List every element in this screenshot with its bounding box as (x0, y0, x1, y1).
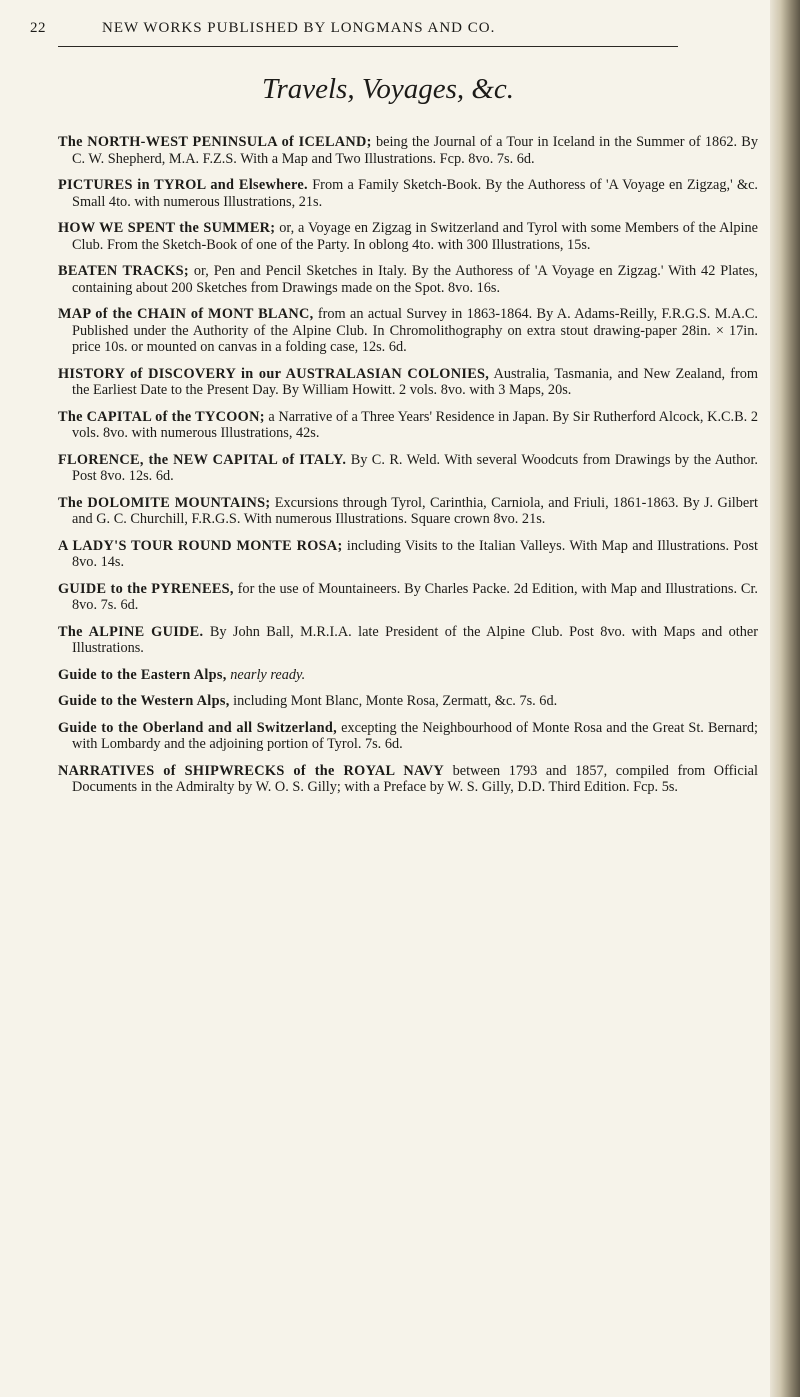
list-item (58, 177, 758, 210)
entry-body: Excursions through Tyrol, Carinthia, Carniola, and Friuli, 1861-1863. By J. Gilbert and G. C. Churchill, F.R.G.S. With numerous Illustrations. Square crown 8vo. 21s. (72, 494, 759, 527)
entry-title: HISTORY of DISCOVERY in our AUSTRALASIAN COLONIES, (58, 365, 490, 382)
entry-title: The ALPINE GUIDE. (58, 623, 204, 640)
list-item (58, 624, 758, 657)
section-title: Travels, Voyages, &c. (261, 73, 515, 105)
entry-title: Guide to the Western Alps, (58, 693, 230, 709)
list-item (58, 306, 758, 356)
list-item (58, 134, 758, 167)
entry-body: From a Family Sketch-Book. By the Authoress of 'A Voyage en Zigzag,' &c. Small 4to. with numerous Illustrations, 21s. (72, 177, 759, 210)
entry-title: BEATEN TRACKS; (58, 263, 189, 279)
entry-title: The CAPITAL of the TYCOON; (58, 408, 265, 425)
list-item (58, 452, 758, 485)
list-item (58, 667, 758, 684)
entry-title: MAP of the CHAIN of MONT BLANC, (58, 306, 314, 322)
entry-body: or, a Voyage en Zigzag in Switzerland and Tyrol with some Members of the Alpine Club. From the Sketch-Book of one of the Party. In oblong 4to. with 300 Illustrations, 15s. (72, 220, 758, 253)
running-title: NEW WORKS PUBLISHED BY LONGMANS AND CO. (102, 20, 496, 36)
header-rule (58, 46, 678, 47)
entry-title: GUIDE to the PYRENEES, (58, 580, 234, 597)
list-item (58, 263, 758, 296)
entry-body: including Visits to the Italian Valleys. With Map and Illustrations. Post 8vo. 14s. (72, 537, 758, 570)
entry-title: A LADY'S TOUR ROUND MONTE ROSA; (58, 537, 343, 554)
list-item (58, 220, 758, 253)
entry-body: being the Journal of a Tour in Iceland in the Summer of 1862. By C. W. Shepherd, M.A. F.Z.S. With a Map and Two Illustrations. Fcp. 8vo. 7s. 6d. (72, 134, 758, 167)
entry-title: Guide to the Oberland and all Switzerland, (58, 719, 338, 736)
entry-body: a Narrative of a Three Years' Residence in Japan. By Sir Rutherford Alcock, K.C.B. 2 vols. 8vo. with numerous Illustrations, 42s. (72, 408, 758, 441)
page-number: 22 (30, 20, 46, 36)
list-item (58, 495, 758, 528)
entry-title: NARRATIVES of SHIPWRECKS of the ROYAL NAVY (58, 762, 445, 779)
entry-title: HOW WE SPENT the SUMMER; (58, 220, 276, 236)
entry-body: between 1793 and 1857, compiled from Official Documents in the Admiralty by W. O. S. Gilly; with a Preface by W. S. Gilly, D.D. Third Edition. Fcp. 5s. (72, 762, 758, 795)
entry-body: By C. R. Weld. With several Woodcuts from Drawings by the Author. Post 8vo. 12s. 6d. (72, 451, 758, 484)
entry-body: Australia, Tasmania, and New Zealand, from the Earliest Date to the Present Day. By William Howitt. 2 vols. 8vo. with 3 Maps, 20s. (72, 365, 758, 398)
entry-title: Guide to the Eastern Alps, (58, 666, 227, 683)
entry-body: By John Ball, M.R.I.A. late President of the Alpine Club. Post 8vo. with Maps and other Illustrations. (72, 623, 759, 656)
entry-body: excepting the Neighbourhood of Monte Rosa and the Great St. Bernard; with Lombardy and the adjoining portion of Tyrol. 7s. 6d. (72, 719, 758, 752)
entry-body: nearly ready. (230, 666, 306, 683)
book-gutter-edge (770, 0, 800, 1397)
list-item (58, 581, 758, 614)
book-page (30, 20, 759, 806)
running-header (30, 20, 758, 44)
list-item (58, 538, 758, 571)
list-item (58, 366, 758, 399)
entry-body: including Mont Blanc, Monte Rosa, Zermatt, &c. 7s. 6d. (233, 693, 558, 709)
list-item (58, 720, 758, 753)
entry-list (58, 134, 758, 796)
entry-body: for the use of Mountaineers. By Charles Packe. 2d Edition, with Map and Illustrations. Cr. 8vo. 7s. 6d. (72, 580, 758, 613)
entry-body: from an actual Survey in 1863-1864. By A. Adams-Reilly, F.R.G.S. M.A.C. Published under the Authority of the Alpine Club. In Chromolithography on extra stout drawing-paper 28in. × 17in. price 10s. or mounted on canvas in a folding case, 12s. 6d. (72, 306, 758, 355)
list-item (58, 693, 758, 710)
entry-title: The DOLOMITE MOUNTAINS; (58, 494, 271, 511)
list-item (58, 409, 758, 442)
entry-title: The NORTH-WEST PENINSULA of ICELAND; (58, 134, 372, 150)
entry-title: PICTURES in TYROL and Elsewhere. (58, 177, 308, 193)
entry-body: or, Pen and Pencil Sketches in Italy. By the Authoress of 'A Voyage en Zigzag.' With 42 Plates, containing about 200 Sketches from Drawings made on the Spot. 8vo. 16s. (72, 263, 759, 296)
list-item (58, 763, 758, 796)
entry-title: FLORENCE, the NEW CAPITAL of ITALY. (58, 451, 347, 468)
